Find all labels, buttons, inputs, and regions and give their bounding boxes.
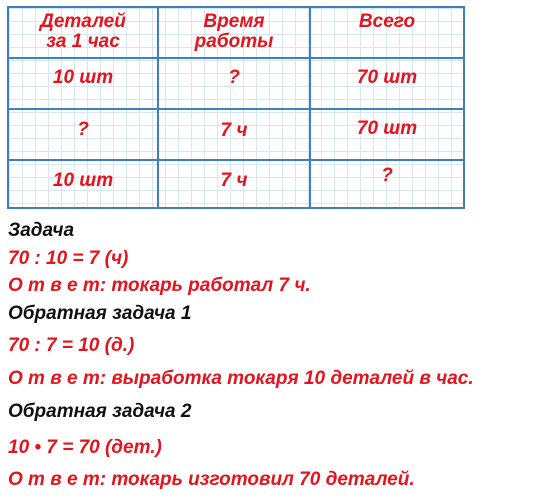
- table-divider: [9, 57, 463, 59]
- header-total: Всего: [358, 11, 416, 32]
- table-cell: 70 шт: [356, 67, 418, 88]
- header-work-time: Время работы: [194, 11, 274, 52]
- table-cell: ?: [228, 67, 240, 88]
- task-solution: 70 : 10 = 7 (ч): [8, 248, 129, 269]
- table-divider: [9, 108, 463, 110]
- inverse-task-1-title: Обратная задача 1: [8, 303, 192, 324]
- task-answer: О т в е т: токарь работал 7 ч.: [8, 275, 311, 296]
- table-cell: 7 ч: [220, 120, 248, 141]
- data-table: [7, 6, 465, 209]
- task-title: Задача: [8, 220, 75, 241]
- table-divider: [9, 159, 463, 161]
- inverse-task-2-answer: О т в е т: токарь изготовил 70 деталей.: [8, 469, 415, 490]
- table-cell: 10 шт: [52, 170, 114, 191]
- inverse-task-1-solution: 70 : 7 = 10 (д.): [8, 335, 135, 356]
- table-cell: 10 шт: [52, 67, 114, 88]
- table-cell: ?: [381, 165, 393, 186]
- table-cell: ?: [77, 119, 89, 140]
- table-cell: 70 шт: [356, 118, 418, 139]
- inverse-task-2-title: Обратная задача 2: [8, 401, 192, 422]
- inverse-task-1-answer: О т в е т: выработка токаря 10 деталей в час.: [8, 368, 474, 389]
- inverse-task-2-solution: 10 • 7 = 70 (дет.): [8, 437, 162, 458]
- header-details-per-hour: Деталей за 1 час: [40, 11, 126, 52]
- table-cell: 7 ч: [220, 170, 248, 191]
